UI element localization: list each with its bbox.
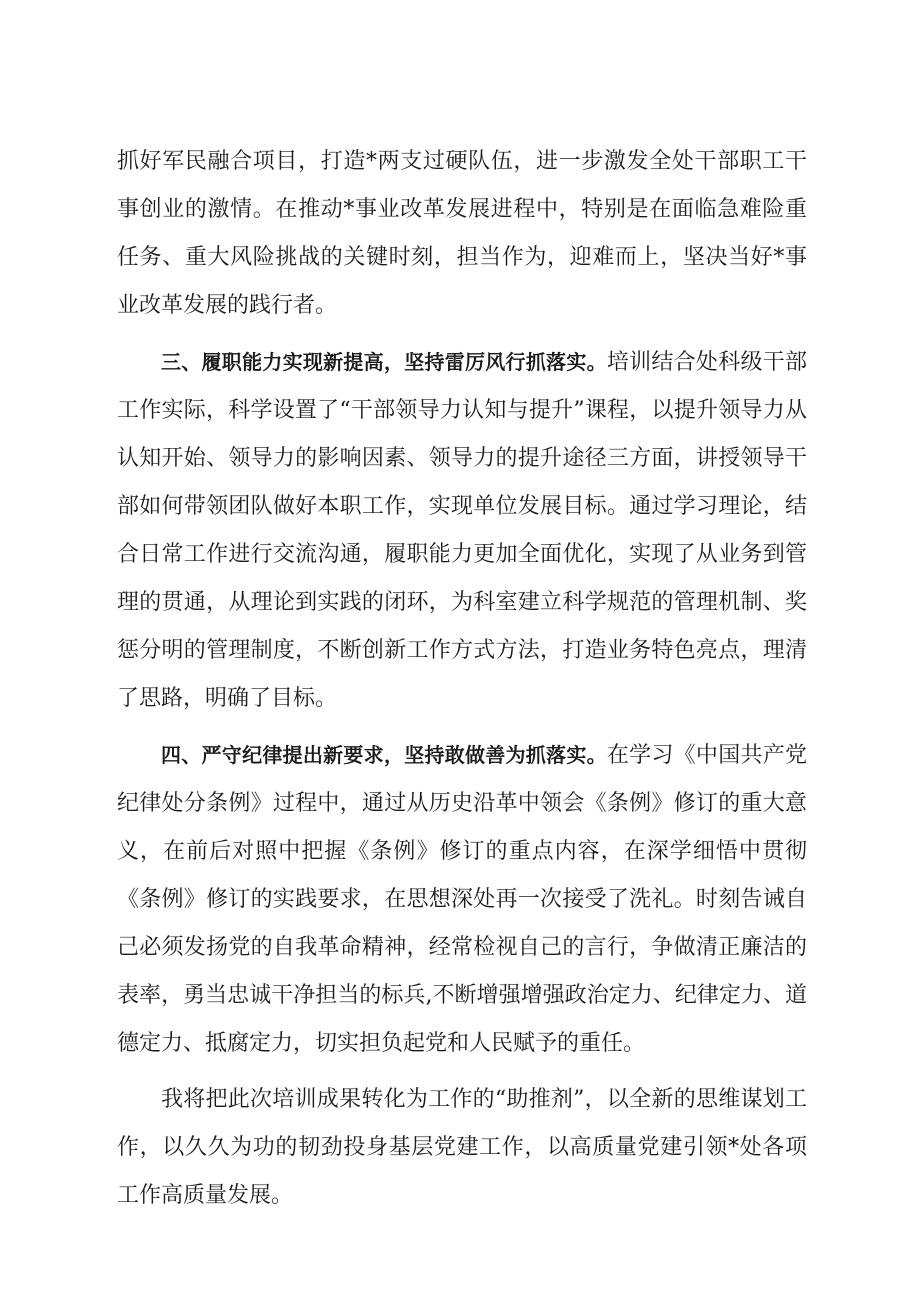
- paragraph-section-three: [117, 338, 807, 723]
- paragraph-conclusion: [117, 1076, 807, 1220]
- paragraph-body: 在学习《中国共产党纪律处分条例》过程中，通过从历史沿革中领会《条例》修订的重大意义，在前后对照中把握《条例》修订的重点内容，在深学细悟中贯彻《条例》修订的实践要求，在思想深处再一次接受了洗礼。时刻告诫自己必须发扬党的自我革命精神，经常检视自己的言行，争做清正廉洁的表率，勇当忠诚干净担当的标兵,不断增强增强政治定力、纪律定力、道德定力、抵腐定力，切实担负起党和人民赋予的重任。: [117, 743, 807, 1056]
- section-heading: 三、履职能力实现新提高，坚持雷厉风行抓落实。: [161, 350, 607, 374]
- document-body: [117, 138, 807, 1220]
- section-heading: 四、严守纪律提出新要求，坚持敢做善为抓落实。: [161, 743, 607, 767]
- paragraph-body: 抓好军民融合项目，打造*两支过硬队伍，进一步激发全处干部职工干事创业的激情。在推动*事业改革发展进程中，特别是在面临急难险重任务、重大风险挑战的关键时刻，担当作为，迎难而上，坚决当好*事业改革发展的践行者。: [117, 149, 807, 318]
- paragraph-body: 我将把此次培训成果转化为工作的“助推剂”，以全新的思维谋划工作，以久久为功的韧劲投身基层党建工作，以高质量党建引领*处各项工作高质量发展。: [117, 1087, 807, 1208]
- paragraph-section-four: [117, 731, 807, 1068]
- paragraph-continuation: [117, 138, 807, 330]
- paragraph-body: 培训结合处科级干部工作实际，科学设置了“干部领导力认知与提升”课程，以提升领导力从认知开始、领导力的影响因素、领导力的提升途径三方面，讲授领导干部如何带领团队做好本职工作，实现单位发展目标。通过学习理论，结合日常工作进行交流沟通，履职能力更加全面优化，实现了从业务到管理的贯通，从理论到实践的闭环，为科室建立科学规范的管理机制、奖惩分明的管理制度，不断创新工作方式方法，打造业务特色亮点，理清了思路，明确了目标。: [117, 350, 807, 711]
